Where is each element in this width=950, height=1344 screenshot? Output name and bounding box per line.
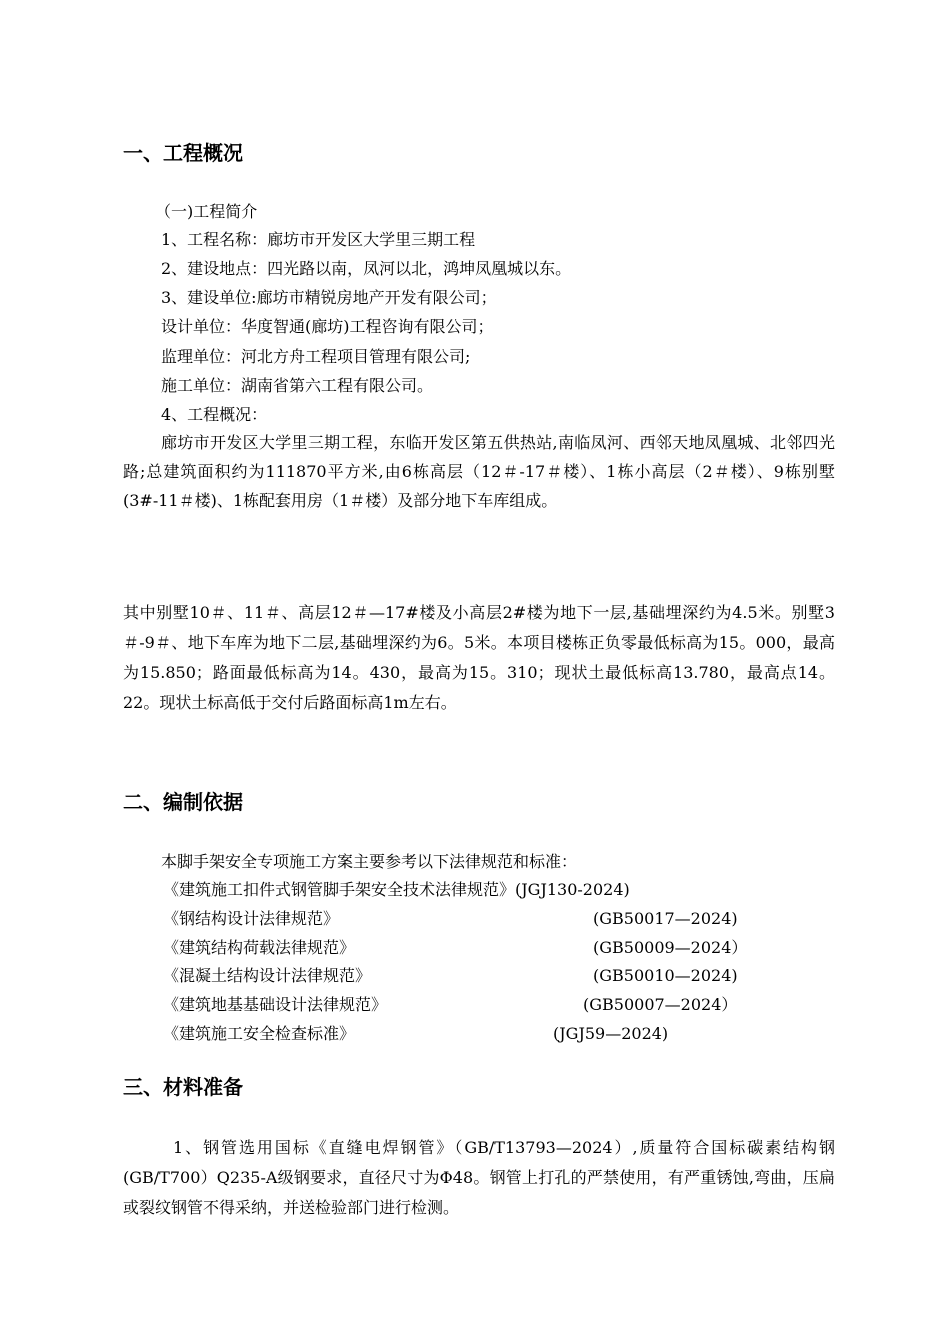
basis-intro: 本脚手架安全专项施工方案主要参考以下法律规范和标准： xyxy=(161,852,578,871)
reference-code: (GB50010—2024) xyxy=(593,966,738,985)
reference-item xyxy=(163,937,783,959)
foundation-paragraph: 其中别墅10＃、11＃、高层12＃—17#楼及小高层2#楼为地下一层,基础埋深约为4.5米。别墅3＃-9＃、地下车库为地下二层,基础埋深约为6。5米。本项目楼栋正负零最低标高为15。000，最高为15.850；路面最低标高为14。430，最高为15。310；现状土最低标高13.780，最高点14。22。现状土标高低于交付后路面标高1m左右。 xyxy=(123,603,835,712)
reference-item xyxy=(163,879,783,901)
reference-item xyxy=(163,908,783,930)
steel-pipe-paragraph: 1、钢管选用国标《直缝电焊钢管》（GB/T13793—2024）,质量符合国标碳素结构钢(GB/T700）Q235-A级钢要求，直径尺寸为Φ48。钢管上打孔的严禁使用，有严重锈蚀,弯曲，压扁或裂纹钢管不得采纳，并送检验部门进行检测。 xyxy=(123,1138,835,1217)
reference-title: 《建筑施工安全检查标准》 xyxy=(163,1024,356,1043)
info-line-4: 设计单位：华度智通(廊坊)工程咨询有限公司； xyxy=(161,317,494,336)
reference-title: 《建筑施工扣件式钢管脚手架安全技术法律规范》(JGJ130-2024) xyxy=(163,880,630,899)
reference-title: 《建筑地基基础设计法律规范》 xyxy=(163,995,388,1014)
info-line-3: 3、建设单位:廊坊市精锐房地产开发有限公司； xyxy=(161,288,497,307)
info-line-5: 监理单位：河北方舟工程项目管理有限公司; xyxy=(161,347,471,366)
reference-code: (GB50007—2024） xyxy=(583,995,738,1014)
reference-item xyxy=(163,994,783,1016)
reference-item xyxy=(163,965,783,987)
reference-title: 《混凝土结构设计法律规范》 xyxy=(163,966,372,985)
info-line-7: 4、工程概况： xyxy=(161,405,268,424)
reference-code: (GB50009—2024） xyxy=(593,938,748,957)
reference-code: (JGJ59—2024) xyxy=(553,1024,669,1043)
section-heading-1: 一、工程概况 xyxy=(123,141,243,165)
reference-code: (GB50017—2024) xyxy=(593,909,738,928)
info-line-6: 施工单位：湖南省第六工程有限公司。 xyxy=(161,376,434,395)
section-heading-3: 三、材料准备 xyxy=(123,1075,243,1099)
overview-paragraph: 廊坊市开发区大学里三期工程，东临开发区第五供热站,南临凤河、西邻天地凤凰城、北邻四光路;总建筑面积约为111870平方米,由6栋高层（12＃-17＃楼）、1栋小高层（2＃楼）、9栋别墅(3#-11＃楼)、1栋配套用房（1＃楼）及部分地下车库组成。 xyxy=(123,433,835,510)
info-line-1: 1、工程名称：廊坊市开发区大学里三期工程 xyxy=(161,230,476,249)
info-line-2: 2、建设地点：四光路以南，凤河以北，鸿坤凤凰城以东。 xyxy=(161,259,572,278)
section-heading-2: 二、编制依据 xyxy=(123,790,243,814)
reference-title: 《建筑结构荷载法律规范》 xyxy=(163,938,356,957)
reference-title: 《钢结构设计法律规范》 xyxy=(163,909,340,928)
reference-item xyxy=(163,1023,783,1045)
intro-title: （一)工程简介 xyxy=(155,202,258,221)
